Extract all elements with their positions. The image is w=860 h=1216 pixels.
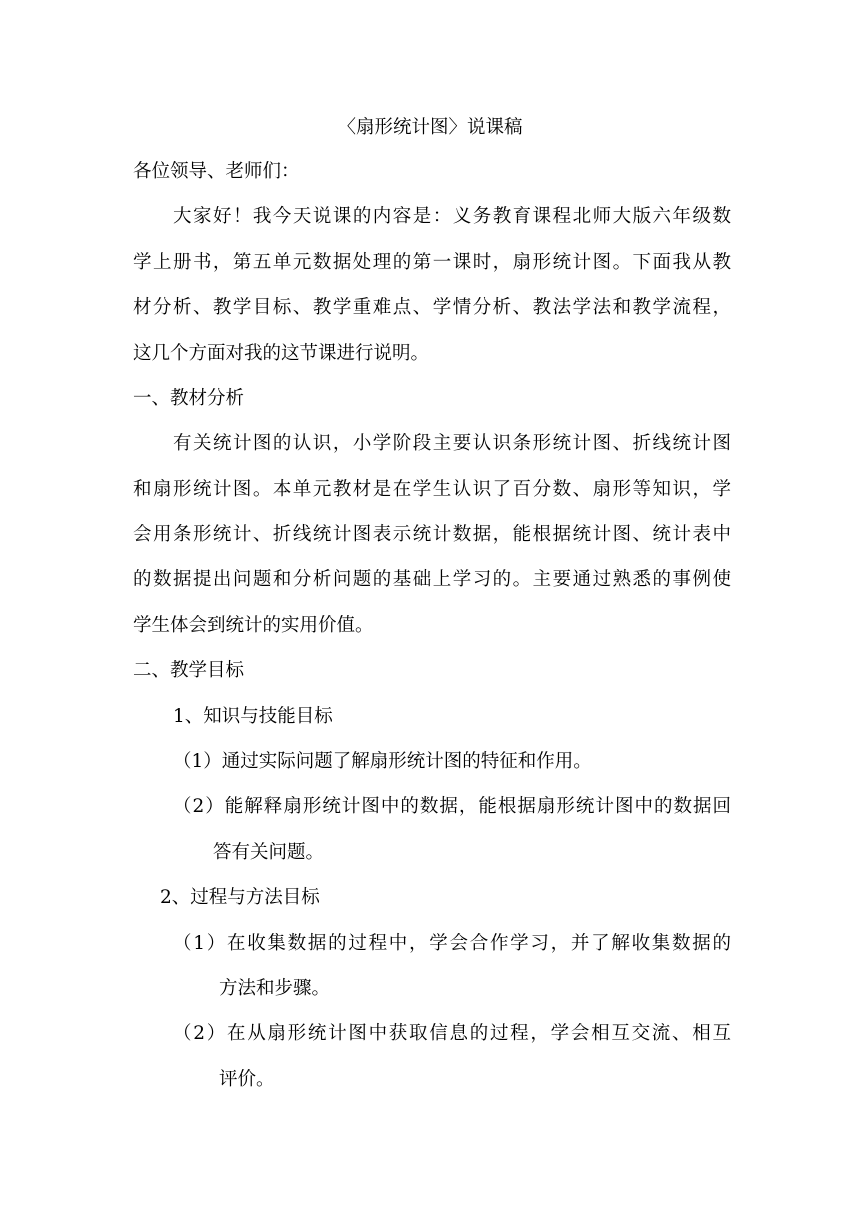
process-item-1-line-2: 方法和步骤。 xyxy=(219,978,331,999)
intro-line-1: 大家好！我今天说课的内容是：义务教育课程北师大版六年级数 xyxy=(173,206,731,227)
materials-line-3: 会用条形统计、折线统计图表示统计数据，能根据统计图、统计表中 xyxy=(133,524,731,545)
subheading-knowledge-skills: 1、知识与技能目标 xyxy=(173,706,333,727)
document-title: 〈扇形统计图〉说课稿 xyxy=(337,117,523,138)
section-heading-materials: 一、教材分析 xyxy=(133,388,245,409)
materials-line-4: 的数据提出问题和分析问题的基础上学习的。主要通过熟悉的事例使 xyxy=(133,569,731,590)
intro-line-4: 这几个方面对我的这节课进行说明。 xyxy=(133,343,430,364)
materials-line-1: 有关统计图的认识，小学阶段主要认识条形统计图、折线统计图 xyxy=(173,433,731,454)
materials-line-2: 和扇形统计图。本单元教材是在学生认识了百分数、扇形等知识，学 xyxy=(133,479,731,500)
process-item-2-line-1: （2）在从扇形统计图中获取信息的过程，学会相互交流、相互 xyxy=(173,1023,731,1044)
materials-line-5: 学生体会到统计的实用价值。 xyxy=(133,615,374,636)
section-heading-objectives: 二、教学目标 xyxy=(133,660,245,681)
process-item-1-line-1: （1）在收集数据的过程中，学会合作学习，并了解收集数据的 xyxy=(173,933,731,954)
process-item-2-line-2: 评价。 xyxy=(219,1069,275,1090)
knowledge-item-2-line-2: 答有关问题。 xyxy=(213,842,325,863)
knowledge-item-1: （1）通过实际问题了解扇形统计图的特征和作用。 xyxy=(173,751,592,772)
knowledge-item-2-line-1: （2）能解释扇形统计图中的数据，能根据扇形统计图中的数据回 xyxy=(173,796,731,817)
intro-line-3: 材分析、教学目标、教学重难点、学情分析、教法学法和教学流程， xyxy=(133,297,731,318)
salutation: 各位领导、老师们： xyxy=(133,161,300,182)
subheading-process-method: 2、过程与方法目标 xyxy=(160,887,320,908)
intro-line-2: 学上册书，第五单元数据处理的第一课时，扇形统计图。下面我从教 xyxy=(133,252,731,273)
